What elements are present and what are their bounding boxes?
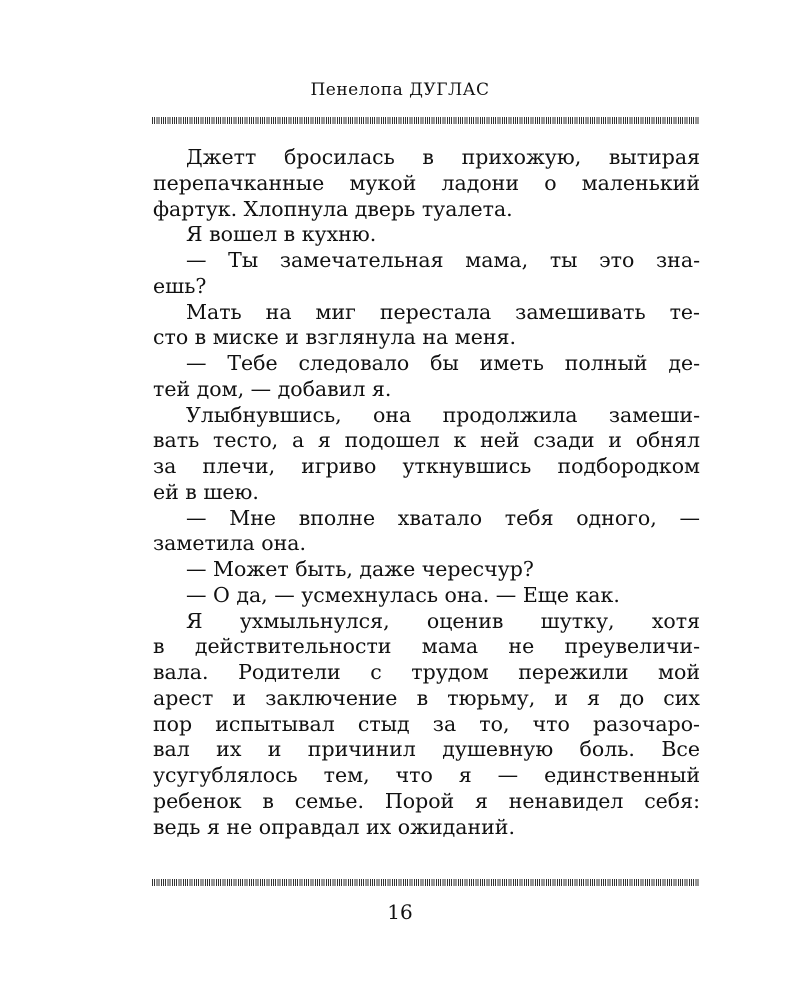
page-body-text: [153, 145, 700, 840]
text-line: ребенок в семье. Порой я ненавидел себя:: [153, 788, 700, 813]
text-line: — Ты замечательная мама, ты это зна-: [186, 248, 700, 272]
text-line: пор испытывал стыд за то, что разочаро-: [153, 711, 700, 736]
header-ornamental-rule: [152, 117, 700, 124]
text-line: Мать на миг перестала замешивать те-: [186, 299, 700, 324]
text-line: усугублялось тем, что я — единственный: [153, 763, 700, 787]
text-line: — Мне вполне хватало тебя одного, —: [186, 505, 700, 530]
text-line: ведь я не оправдал их ожиданий.: [153, 814, 515, 839]
text-line: ешь?: [153, 273, 207, 298]
text-line: — Может быть, даже чересчур?: [186, 557, 534, 581]
text-line: сто в миске и взглянула на меня.: [153, 325, 516, 350]
text-line: заметила она.: [153, 531, 306, 556]
text-line: Джетт бросилась в прихожую, вытирая: [186, 145, 700, 169]
text-line: — О да, — усмехнулась она. — Еще как.: [186, 582, 620, 607]
text-line: вал их и причинил душевную боль. Все: [153, 737, 700, 762]
text-line: Я ухмыльнулся, оценив шутку, хотя: [186, 608, 700, 633]
text-line: тей дом, — добавил я.: [153, 376, 392, 401]
text-line: вала. Родители с трудом пережили мой: [153, 660, 700, 684]
text-line: Я вошел в кухню.: [186, 222, 377, 247]
running-header: Пенелопа ДУГЛАС: [310, 80, 490, 100]
text-line: вать тесто, а я подошел к ней сзади и обнял: [153, 428, 700, 453]
text-line: Улыбнувшись, она продолжила замеши-: [186, 402, 700, 427]
text-line: ей в шею.: [153, 479, 259, 504]
text-line: перепачканные мукой ладони о маленький: [153, 170, 700, 195]
footer-ornamental-rule: [152, 879, 700, 886]
text-line: арест и заключение в тюрьму, и я до сих: [153, 685, 700, 710]
text-line: — Тебе следовало бы иметь полный де-: [186, 351, 700, 375]
text-line: фартук. Хлопнула дверь туалета.: [153, 196, 513, 221]
page-number: 16: [387, 900, 413, 924]
text-line: в действительности мама не преувеличи-: [153, 634, 700, 659]
text-line: за плечи, игриво уткнувшись подбородком: [153, 454, 700, 478]
